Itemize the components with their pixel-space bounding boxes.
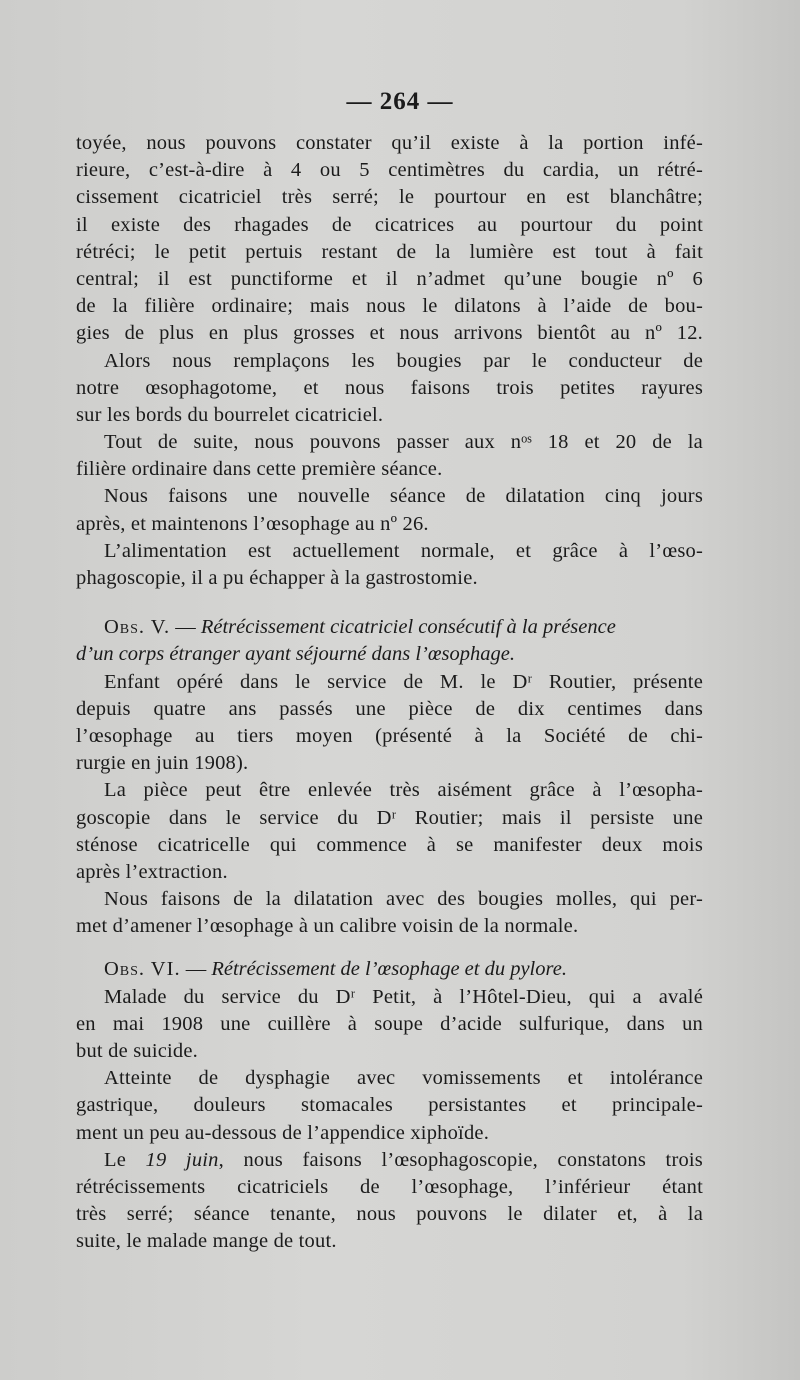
observation-label: Obs. VI.	[104, 958, 181, 981]
text-line: gastrique, douleurs stomacales persistantes et principale-	[76, 1094, 703, 1117]
text-line: de la filière ordinaire; mais nous le dilatons à l’aide de bou-	[76, 295, 703, 318]
date-italic: 19 juin	[145, 1148, 219, 1171]
text-line: gies de plus en plus grosses et nous arrivons bientôt au nº 12.	[76, 322, 703, 345]
text-line: rétréci; le petit pertuis restant de la lumière est tout à fait	[76, 240, 703, 263]
text-fragment: Le	[104, 1148, 146, 1171]
text-line: Nous faisons une nouvelle séance de dilatation cinq jours	[104, 485, 703, 508]
text-line: filière ordinaire dans cette première séance.	[76, 458, 443, 481]
text-line: l’œsophage au tiers moyen (présenté à la Société de chi-	[76, 724, 703, 747]
text-line: goscopie dans le service du Dʳ Routier; mais il persiste une	[76, 806, 703, 829]
text-line: après l’extraction.	[76, 860, 228, 883]
text-line: depuis quatre ans passés une pièce de dix centimes dans	[76, 697, 703, 720]
text-line: rurgie en juin 1908).	[76, 752, 249, 775]
page-number: — 264 —	[346, 88, 454, 115]
text-line: Atteinte de dysphagie avec vomissements et intolérance	[104, 1067, 703, 1090]
text-fragment: , nous faisons l’œsophagoscopie, constatons trois	[218, 1148, 703, 1171]
text-line: cissement cicatriciel très serré; le pourtour en est blanchâtre;	[76, 186, 703, 209]
text-line: suite, le malade mange de tout.	[76, 1230, 337, 1253]
text-line	[76, 1147, 703, 1174]
text-line: notre œsophagotome, et nous faisons trois petites rayures	[76, 376, 703, 399]
page-body	[76, 130, 703, 1256]
text-line: but de suicide.	[76, 1040, 198, 1062]
observation-title: Rétrécissement cicatriciel consécutif à la présence	[200, 616, 616, 639]
text-line: L’alimentation est actuellement normale, et grâce à l’œso-	[104, 539, 703, 562]
text-line: Tout de suite, nous pouvons passer aux nᵒˢ 18 et 20 de la	[104, 431, 703, 454]
text-line: après, et maintenons l’œsophage au nº 26.	[76, 512, 429, 535]
heading-dash: —	[180, 958, 212, 981]
text-line: Nous faisons de la dilatation avec des bougies molles, qui per-	[104, 888, 703, 911]
text-line: met d’amener l’œsophage à un calibre voisin de la normale.	[76, 915, 579, 938]
text-line: rétrécissements cicatriciels de l’œsophage, l’inférieur étant	[76, 1175, 703, 1198]
text-line: La pièce peut être enlevée très aisément grâce à l’œsopha-	[104, 779, 703, 802]
heading-dash: —	[170, 616, 201, 639]
text-line: sur les bords du bourrelet cicatriciel.	[76, 403, 384, 426]
text-line: Enfant opéré dans le service de M. le Dʳ Routier, présente	[104, 670, 703, 693]
observation-title: Rétrécissement de l’œsophage et du pylore.	[211, 958, 567, 981]
observation-label: Obs. V.	[104, 616, 171, 639]
text-line: rieure, c’est-à-dire à 4 ou 5 centimètres du cardia, un rétré-	[76, 159, 703, 182]
text-line: Alors nous remplaçons les bougies par le conducteur de	[104, 349, 703, 372]
text-line: toyée, nous pouvons constater qu’il existe à la portion infé-	[76, 132, 703, 154]
observation-heading	[76, 614, 703, 641]
text-line: il existe des rhagades de cicatrices au pourtour du point	[76, 213, 703, 236]
text-line: très serré; séance tenante, nous pouvons le dilater et, à la	[76, 1203, 703, 1226]
text-line: Malade du service du Dʳ Petit, à l’Hôtel-Dieu, qui a avalé	[104, 985, 703, 1008]
text-line: en mai 1908 une cuillère à soupe d’acide sulfurique, dans un	[76, 1012, 703, 1035]
text-line: phagoscopie, il a pu échapper à la gastrostomie.	[76, 567, 478, 589]
text-line: ment un peu au-dessous de l’appendice xiphoïde.	[76, 1121, 490, 1144]
observation-heading	[76, 956, 703, 983]
text-line: central; il est punctiforme et il n’admet qu’une bougie nº 6	[76, 267, 703, 290]
observation-title-cont: d’un corps étranger ayant séjourné dans l’œsophage.	[76, 643, 515, 666]
text-line: sténose cicatricelle qui commence à se manifester deux mois	[76, 833, 703, 856]
